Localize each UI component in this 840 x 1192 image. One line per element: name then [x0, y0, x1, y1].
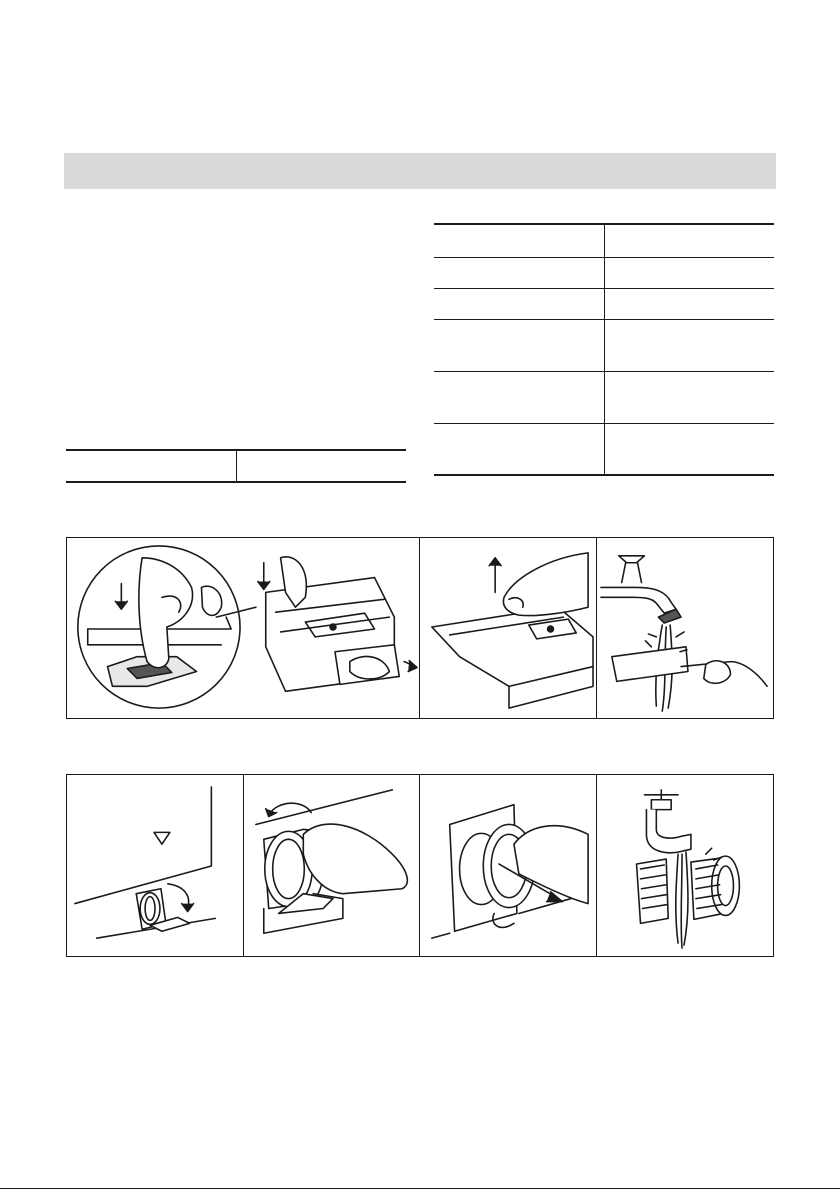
figure-unscrew-filter	[243, 774, 420, 957]
right-table	[434, 223, 774, 476]
table-row	[434, 423, 774, 475]
figure-pull-out-filter	[419, 774, 597, 957]
table-cell	[605, 257, 775, 288]
table-cell	[605, 224, 775, 257]
table-row	[434, 371, 774, 423]
table-cell	[434, 288, 605, 319]
table-row	[434, 224, 774, 257]
figure-press-release-lever	[66, 537, 420, 719]
table-cell	[434, 371, 605, 423]
left-table	[66, 449, 406, 483]
table-cell	[434, 319, 605, 371]
figure-open-flap	[66, 774, 244, 957]
figure-rinse-filter	[596, 774, 774, 957]
table-row	[434, 257, 774, 288]
table-cell	[605, 288, 775, 319]
section-header-band	[64, 153, 776, 189]
table-cell	[434, 423, 605, 475]
table-row	[66, 450, 406, 482]
page-bottom-edge	[0, 1188, 840, 1189]
table-cell	[434, 257, 605, 288]
table-cell	[605, 319, 775, 371]
figure-rinse-insert	[596, 537, 774, 719]
table-cell	[605, 423, 775, 475]
table-row	[434, 319, 774, 371]
table-cell	[605, 371, 775, 423]
figure-lift-insert	[419, 537, 597, 719]
table-row	[434, 288, 774, 319]
table-cell	[237, 450, 407, 482]
table-cell	[66, 450, 237, 482]
table-cell	[434, 224, 605, 257]
